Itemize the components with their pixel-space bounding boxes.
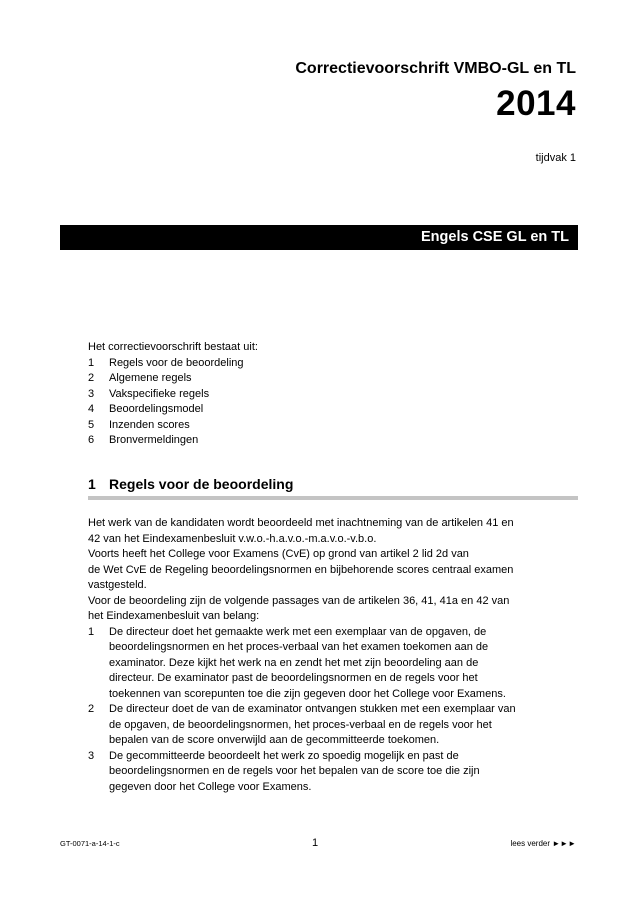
section-number: 1 xyxy=(88,476,96,492)
document-year: 2014 xyxy=(496,84,576,123)
rule-item-number: 1 xyxy=(88,625,95,638)
rule-item xyxy=(88,749,578,796)
rule-item-text: De directeur doet de van de examinator ontvangen stukken met een exemplaar van de opgaven, de beoordelingsnormen, het proces-verbaal en de regels voor het bepalen van de score onverwijld aan de gecommitteerde toekomen. xyxy=(109,703,516,746)
contents-item-label: Vakspecifieke regels xyxy=(109,387,210,400)
contents-item-number: 4 xyxy=(88,403,95,415)
document-code: GT-0071-a-14-1-c xyxy=(60,839,120,848)
section-body xyxy=(88,516,578,795)
section-title: Regels voor de beoordeling xyxy=(109,476,294,492)
rule-item xyxy=(88,625,578,703)
contents-item-number: 6 xyxy=(88,434,95,446)
document-title: Correctievoorschrift VMBO-GL en TL xyxy=(295,60,576,77)
contents-item xyxy=(88,387,258,403)
section-divider xyxy=(88,496,578,500)
contents-item xyxy=(88,433,258,449)
rule-item-text: De gecommitteerde beoordeelt het werk zo spoedig mogelijk en past de beoordelingsnormen en de regels voor het bepalen van de score toe die zijn gegeven door het College voor Examens. xyxy=(109,749,480,793)
rule-item-number: 2 xyxy=(88,703,95,715)
page-number: 1 xyxy=(312,837,319,849)
contents-item-number: 2 xyxy=(88,372,95,384)
contents-item-label: Algemene regels xyxy=(109,372,192,384)
contents-item-number: 1 xyxy=(88,356,95,369)
rule-item-text: De directeur doet het gemaakte werk met een exemplaar van de opgaven, de beoordelingsnormen en het proces-verbaal van het examen toekomen aan de examinator. Deze kijkt het werk na en zendt het met zijn beoordeling aan de directeur. De examinator past de beoordelingsnormen en de regels voor het toekennen van scorepunten toe die zijn gegeven door het College voor Examens. xyxy=(109,625,506,700)
continue-label: lees verder ►►► xyxy=(510,839,576,848)
subject-label: Engels CSE GL en TL xyxy=(421,229,569,245)
rule-item-number: 3 xyxy=(88,749,95,762)
contents-item-number: 5 xyxy=(88,418,95,431)
section-heading xyxy=(88,476,293,492)
contents-item xyxy=(88,402,258,418)
rule-item xyxy=(88,702,578,749)
body-paragraph: Voor de beoordeling zijn de volgende passages van de artikelen 36, 41, 41a en 42 van het Eindexamenbesluit van belang: xyxy=(88,594,510,622)
contents-item-label: Regels voor de beoordeling xyxy=(109,356,244,369)
contents-item-label: Inzenden scores xyxy=(109,418,190,431)
contents-item-label: Bronvermeldingen xyxy=(109,434,199,446)
contents-intro: Het correctievoorschrift bestaat uit: xyxy=(88,341,258,353)
exam-period: tijdvak 1 xyxy=(535,152,576,164)
body-paragraph: Het werk van de kandidaten wordt beoordeeld met inachtneming van de artikelen 41 en 42 van het Eindexamenbesluit v.w.o.-h.a.v.o.-m.a.v.o.-v.b.o. xyxy=(88,517,514,545)
contents-item-label: Beoordelingsmodel xyxy=(109,403,204,415)
contents-item-number: 3 xyxy=(88,387,95,400)
subject-bar xyxy=(60,225,578,250)
contents-item xyxy=(88,418,258,434)
body-paragraph: Voorts heeft het College voor Examens (CvE) op grond van artikel 2 lid 2d van de Wet CvE de Regeling beoordelingsnormen en bijbehorende scores centraal examen vastgesteld. xyxy=(88,548,514,591)
contents-item xyxy=(88,356,258,372)
contents-list xyxy=(88,340,258,449)
contents-item xyxy=(88,371,258,387)
